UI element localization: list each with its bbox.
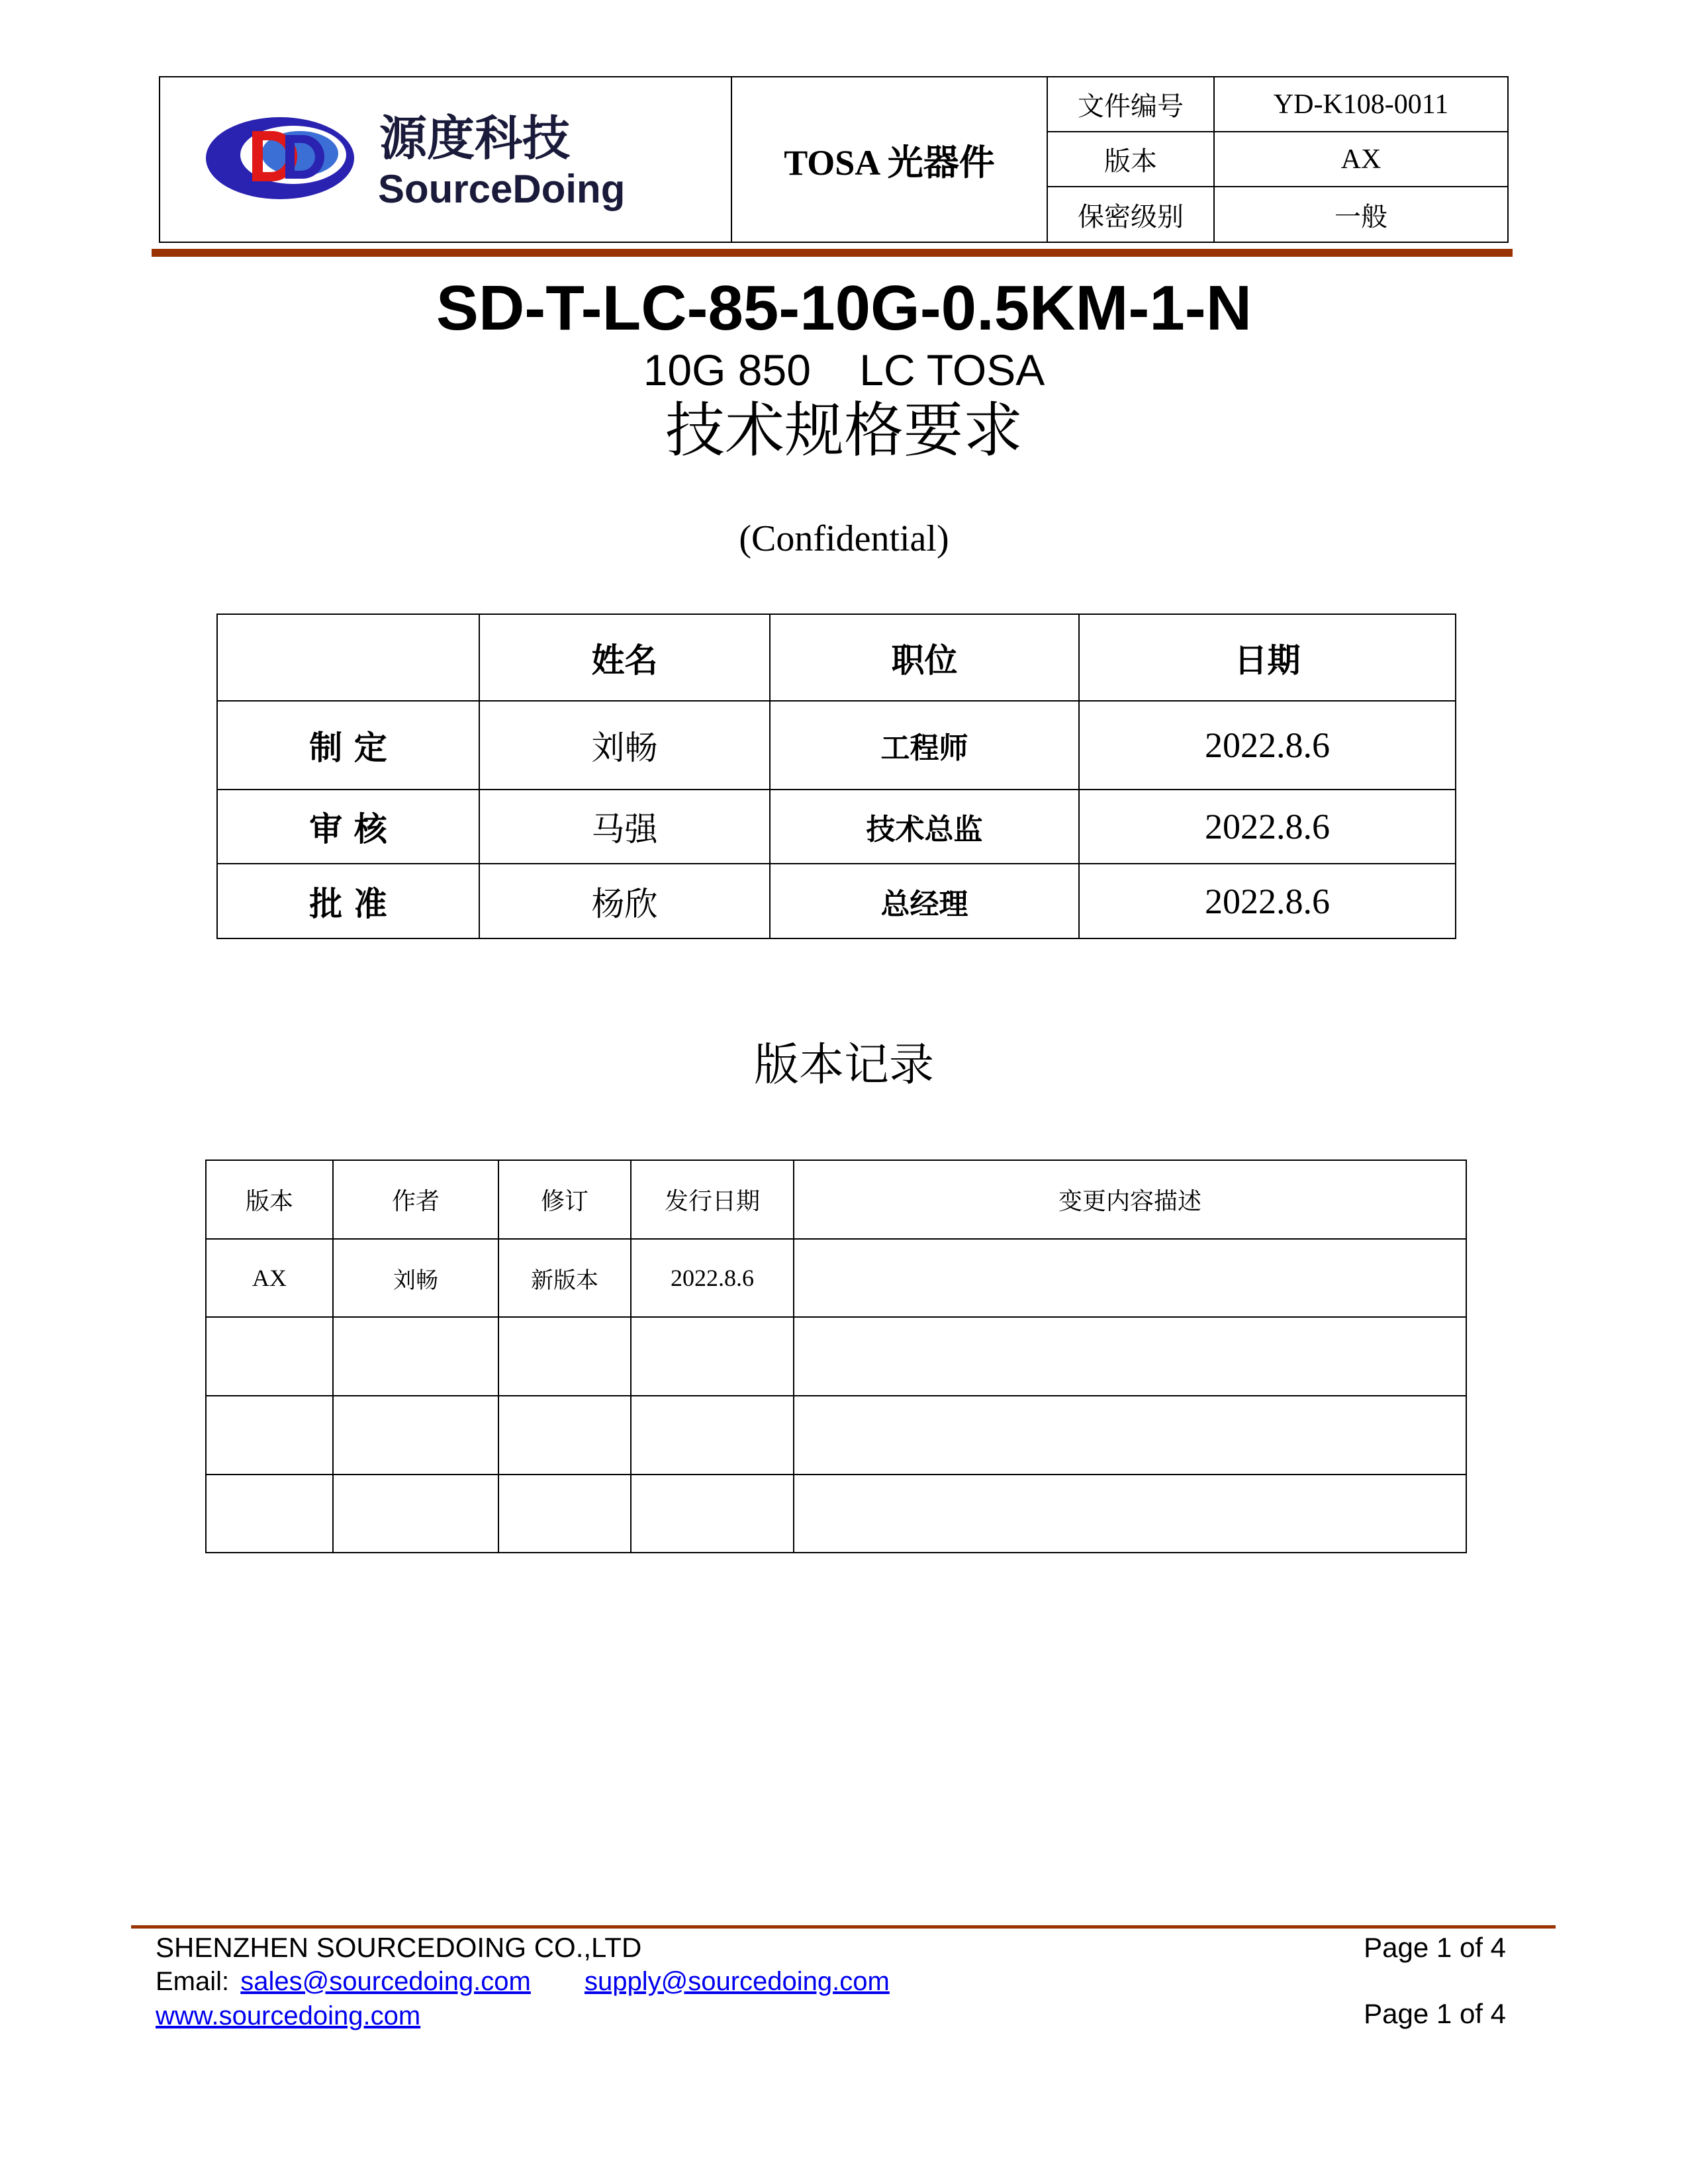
empty-cell [498, 1317, 631, 1396]
sourcedoing-logo [201, 102, 690, 214]
name-cell: 杨欣 [479, 864, 770, 938]
logo-cn-text: 源度科技 [379, 110, 571, 166]
empty-cell [794, 1317, 1466, 1396]
date-cell: 2022.8.6 [631, 1239, 794, 1317]
header-cell [217, 614, 479, 701]
footer-company: SHENZHEN SOURCEDOING CO.,LTD [156, 1932, 642, 1963]
doc-number: YD-K108-0011 [1214, 77, 1508, 132]
date-cell: 2022.8.6 [1079, 864, 1456, 938]
role-cell: 批 准 [217, 864, 479, 938]
header-table [159, 76, 1509, 243]
empty-cell [631, 1475, 794, 1553]
empty-cell [206, 1396, 333, 1475]
table-row [206, 1396, 1466, 1475]
field-label: 版本 [1047, 132, 1214, 187]
empty-cell [631, 1317, 794, 1396]
confidential-label: (Confidential) [739, 518, 949, 559]
empty-cell [333, 1317, 498, 1396]
header-cell: 版本 [206, 1160, 333, 1239]
revision-cell: 新版本 [498, 1239, 631, 1317]
empty-cell [794, 1396, 1466, 1475]
logo-cell [160, 77, 731, 242]
logo-en-text: SourceDoing [378, 166, 626, 211]
position-cell: 技术总监 [770, 790, 1079, 864]
name-cell: 马强 [479, 790, 770, 864]
empty-cell [206, 1475, 333, 1553]
empty-cell [498, 1475, 631, 1553]
footer-email-line [156, 1967, 890, 1996]
position-cell: 总经理 [770, 864, 1079, 938]
header-rule [152, 249, 1513, 257]
email-label: Email: [156, 1967, 230, 1996]
header-cell: 发行日期 [631, 1160, 794, 1239]
empty-cell [333, 1396, 498, 1475]
sales-email-link[interactable]: sales@sourcedoing.com [240, 1967, 531, 1996]
revision-table [205, 1160, 1467, 1553]
empty-cell [498, 1396, 631, 1475]
role-cell: 审 核 [217, 790, 479, 864]
website-link[interactable]: www.sourcedoing.com [156, 2001, 421, 2030]
table-row [217, 790, 1456, 864]
approval-table [216, 614, 1456, 939]
field-label: 文件编号 [1047, 77, 1214, 132]
header-cell: 作者 [333, 1160, 498, 1239]
field-label: 保密级别 [1047, 187, 1214, 242]
name-cell: 刘畅 [479, 701, 770, 790]
table-header-row [206, 1160, 1466, 1239]
date-cell: 2022.8.6 [1079, 701, 1456, 790]
version-cell: AX [206, 1239, 333, 1317]
supply-email-link[interactable]: supply@sourcedoing.com [584, 1967, 890, 1996]
doc-type-title: 技术规格要求 [665, 396, 1023, 465]
role-cell: 制 定 [217, 701, 479, 790]
product-name: TOSA 光器件 [731, 77, 1047, 242]
revision-title: 版本记录 [753, 1039, 934, 1091]
description-cell [794, 1239, 1466, 1317]
position-cell: 工程师 [770, 701, 1079, 790]
header-cell: 职位 [770, 614, 1079, 701]
version-value: AX [1214, 132, 1508, 187]
empty-cell [206, 1317, 333, 1396]
empty-cell [333, 1475, 498, 1553]
table-row [206, 1317, 1466, 1396]
footer-page-bottom: Page 1 of 4 [1364, 1998, 1506, 2029]
footer-page-top: Page 1 of 4 [1364, 1932, 1506, 1963]
footer-rule [131, 1925, 1556, 1929]
empty-cell [794, 1475, 1466, 1553]
header-cell: 变更内容描述 [794, 1160, 1466, 1239]
table-row [217, 864, 1456, 938]
security-level: 一般 [1214, 187, 1508, 242]
empty-cell [631, 1396, 794, 1475]
header-cell: 姓名 [479, 614, 770, 701]
part-number-title: SD-T-LC-85-10G-0.5KM-1-N [436, 273, 1252, 343]
header-cell: 修订 [498, 1160, 631, 1239]
table-row [206, 1239, 1466, 1317]
table-row [206, 1475, 1466, 1553]
table-row [217, 701, 1456, 790]
header-cell: 日期 [1079, 614, 1456, 701]
date-cell: 2022.8.6 [1079, 790, 1456, 864]
subtitle: 10G 850 LC TOSA [643, 345, 1045, 394]
author-cell: 刘畅 [333, 1239, 498, 1317]
